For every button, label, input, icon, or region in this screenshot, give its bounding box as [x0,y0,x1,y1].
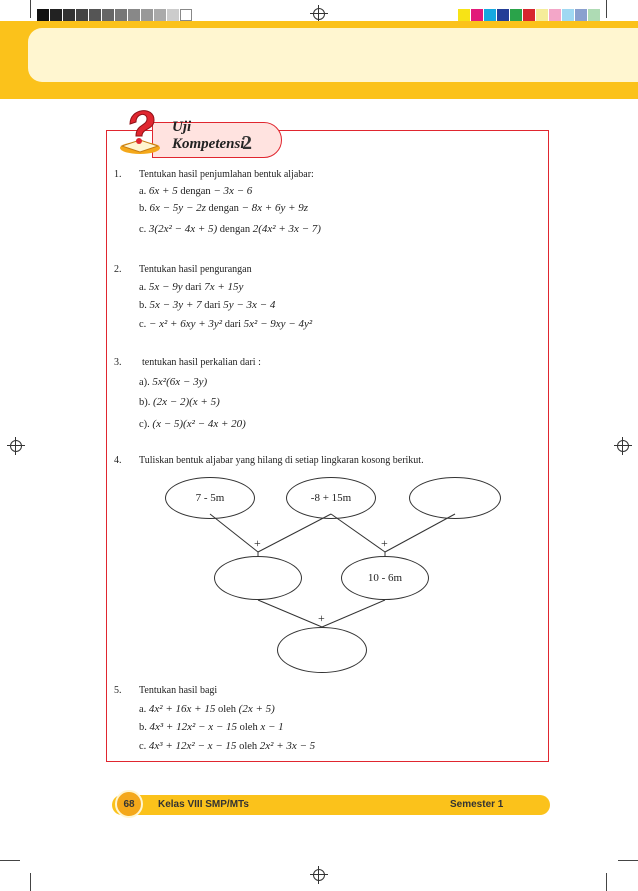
item-connector: dari [185,282,202,293]
item-connector: oleh [217,704,237,715]
item-expression: 4x² + 16x + 15 [148,703,216,715]
item-connector: dari [204,300,221,311]
question-prompt: Tentukan hasil bagi [139,685,218,696]
question-number: 2. [114,264,122,275]
question-prompt: Tuliskan bentuk aljabar yang hilang di setiap lingkaran kosong berikut. [139,455,424,466]
ellipse-top-left: 7 - 5m [165,477,255,519]
ellipse-middle-right: 10 - 6m [341,556,429,600]
list-item [139,721,284,733]
item-expression: − 8x + 6y + 9z [241,202,309,214]
question-prompt: tentukan hasil perkalian dari : [142,357,261,368]
question-prompt: Tentukan hasil penjumlahan bentuk aljabar: [139,169,314,180]
item-expression: 2x² + 3x − 5 [259,740,316,752]
item-expression: − x² + 6xy + 3y² [148,318,223,330]
item-expression: 4x³ + 12x² − x − 15 [148,740,237,752]
item-connector: oleh [239,741,258,752]
item-label: a). [139,377,150,388]
item-connector: oleh [239,722,258,733]
list-item [139,703,275,715]
plus-sign: + [318,611,325,625]
item-connector: dengan [219,224,251,235]
item-label: b). [139,397,151,408]
badge-number: 2 [242,132,252,154]
item-label: c. [139,319,147,330]
item-expression: 6x + 5 [148,185,178,197]
footer-title: Kelas VIII SMP/MTs [158,799,249,810]
question-number: 3. [114,357,122,368]
question-prompt: Tentukan hasil pengurangan [139,264,252,275]
badge-title-line1: Uji [172,119,192,135]
ellipse-top-right [409,477,501,519]
plus-sign: + [381,536,388,550]
badge-title-line2: Kompetensi [172,136,245,152]
item-label: c. [139,741,147,752]
item-expression: (x − 5)(x² − 4x + 20) [152,418,246,430]
item-expression: 5y − 3x − 4 [223,299,276,311]
item-expression: − 3x − 6 [213,185,253,197]
item-label: b. [139,300,147,311]
footer-semester: Semester 1 [450,799,504,810]
item-label: b. [139,722,147,733]
item-expression: 5x − 3y + 7 [149,299,202,311]
item-expression: 4x³ + 12x² − x − 15 [149,721,238,733]
list-item [139,740,315,752]
question-number: 5. [114,685,122,696]
ellipse-middle-left [214,556,302,600]
item-expression: 5x²(6x − 3y) [152,376,208,388]
ellipse-top-middle: -8 + 15m [286,477,376,519]
item-expression: 3(2x² − 4x + 5) [148,223,218,235]
question-number: 1. [114,169,122,180]
item-label: c. [139,224,147,235]
item-connector: dengan [180,186,211,197]
item-connector: dengan [208,203,239,214]
plus-sign: + [254,536,261,550]
page-number: 68 [115,790,143,818]
item-expression: (2x + 5) [238,703,275,715]
item-label: b. [139,203,147,214]
item-expression: 5x² − 9xy − 4y² [243,318,313,330]
item-label: a. [139,186,147,197]
item-label: c). [139,419,150,430]
question-number: 4. [114,455,122,466]
item-connector: dari [224,319,242,330]
item-label: a. [139,704,147,715]
item-expression: 6x − 5y − 2z [149,202,206,214]
item-expression: 5x − 9y [148,281,183,293]
item-expression: (2x − 2)(x + 5) [153,396,220,408]
item-expression: 2(4x² + 3x − 7) [252,223,321,235]
item-expression: 7x + 15y [204,281,244,293]
item-expression: x − 1 [260,721,284,733]
item-label: a. [139,282,147,293]
ellipse-bottom [277,627,367,673]
